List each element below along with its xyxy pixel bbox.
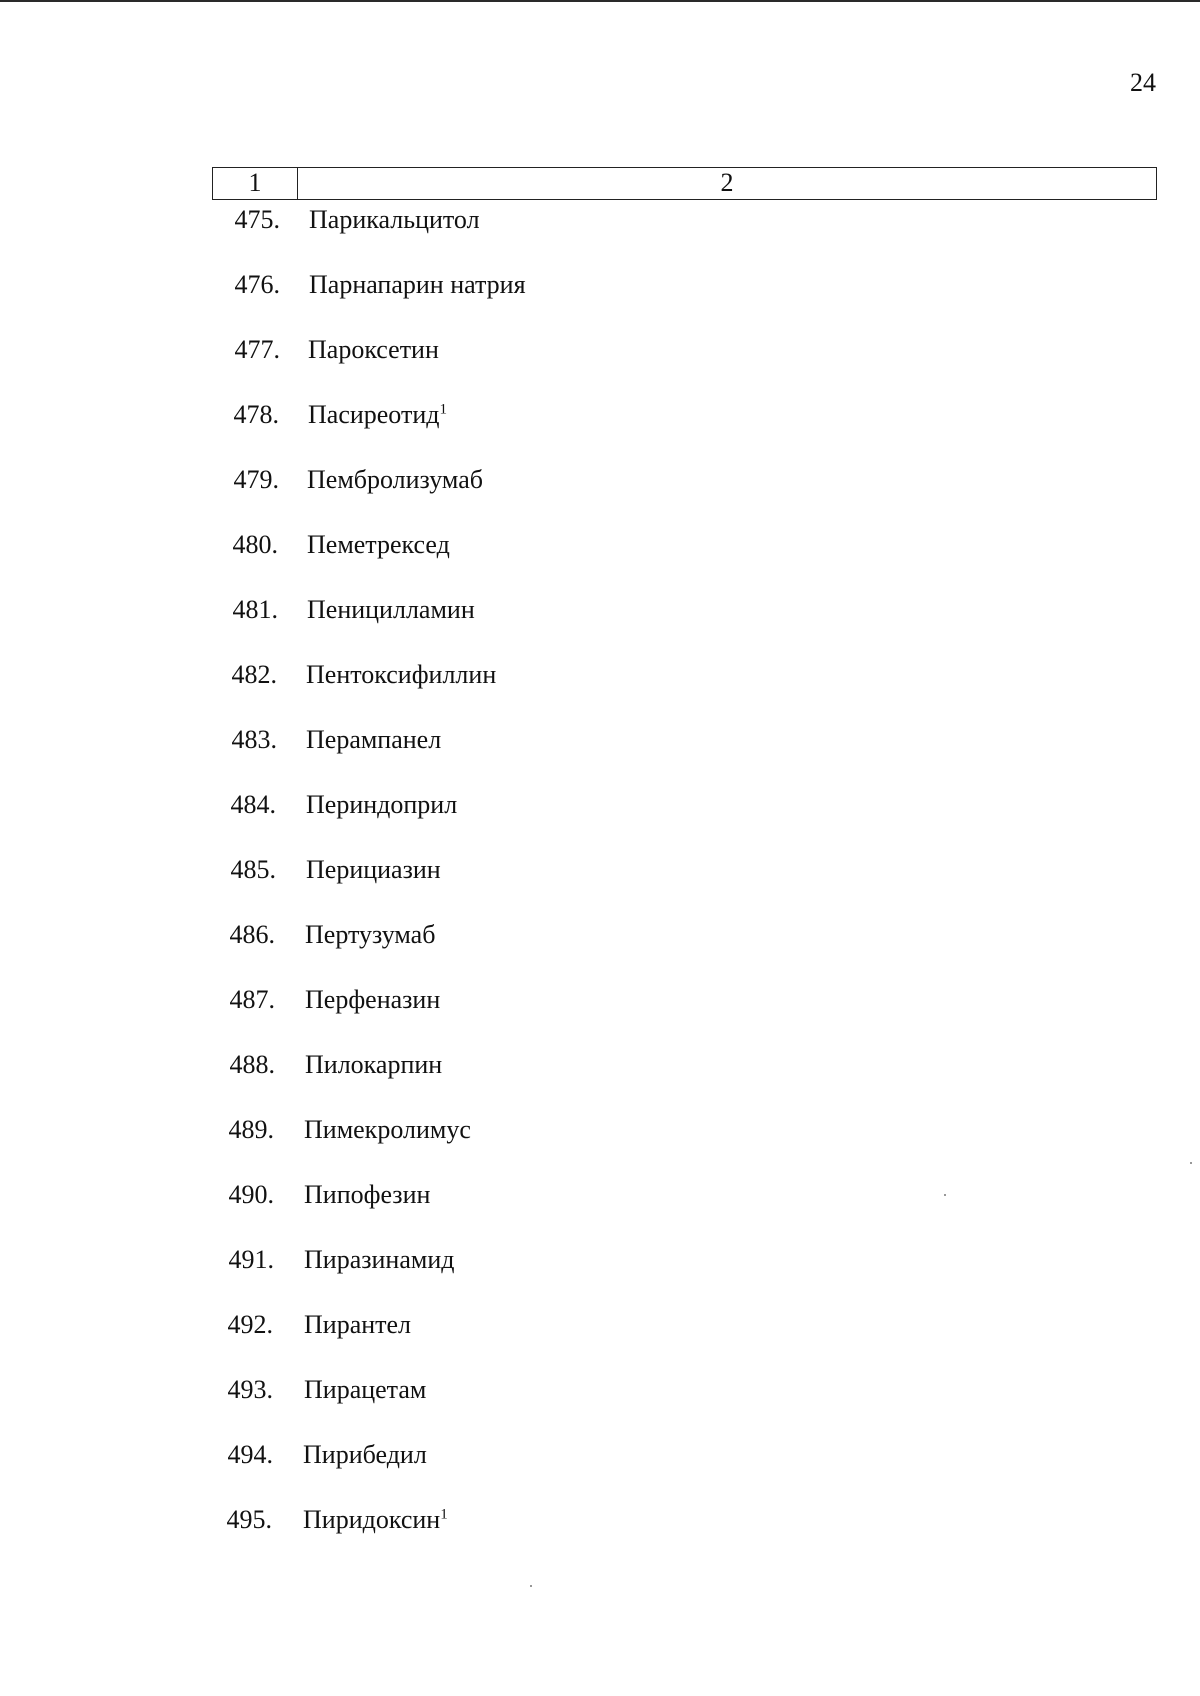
- list-item: [0, 1370, 1200, 1410]
- list-item: [0, 1305, 1200, 1345]
- item-number: 481.: [232, 595, 278, 624]
- item-number: 487.: [229, 985, 275, 1014]
- item-number: 477.: [234, 335, 280, 364]
- item-number: 493.: [227, 1375, 273, 1404]
- list-item: [0, 200, 1200, 240]
- list-item: [0, 1240, 1200, 1280]
- item-name: [306, 720, 441, 760]
- item-number: 491.: [228, 1245, 274, 1274]
- page-top-rule: [0, 0, 1200, 2]
- item-number: 484.: [230, 790, 276, 819]
- item-name-text: Перициазин: [306, 855, 441, 884]
- item-number: 479.: [233, 465, 279, 494]
- item-number: 494.: [227, 1440, 273, 1469]
- item-name: [306, 785, 457, 825]
- item-name-text: Пиридоксин: [303, 1505, 441, 1534]
- item-name-text: Пилокарпин: [305, 1050, 443, 1079]
- item-name: [307, 590, 475, 630]
- item-name: [304, 1305, 411, 1345]
- list-item: [0, 525, 1200, 565]
- item-name: [307, 460, 483, 500]
- item-name-text: Пасиреотид: [308, 400, 440, 429]
- table-header-col-1: 1: [213, 168, 298, 199]
- item-name-text: Пирацетам: [304, 1375, 427, 1404]
- footnote-mark: 1: [439, 401, 447, 418]
- item-number: 486.: [229, 920, 275, 949]
- item-name-text: Пембролизумаб: [307, 465, 483, 494]
- list-item: [0, 1175, 1200, 1215]
- item-name-text: Парикальцитол: [309, 205, 480, 234]
- list-item: [0, 1435, 1200, 1475]
- list-item: [0, 460, 1200, 500]
- item-name: [304, 1240, 454, 1280]
- item-number: 482.: [231, 660, 277, 689]
- item-number: 480.: [232, 530, 278, 559]
- item-number: 485.: [230, 855, 276, 884]
- item-name: [309, 200, 480, 240]
- item-name: [309, 265, 526, 305]
- item-name: [305, 980, 440, 1020]
- list-item: [0, 980, 1200, 1020]
- item-name-text: Пипофезин: [304, 1180, 431, 1209]
- item-name-text: Пеметрексед: [307, 530, 450, 559]
- list-item: [0, 1500, 1200, 1540]
- item-number: 488.: [229, 1050, 275, 1079]
- list-item: [0, 785, 1200, 825]
- scan-speck: [944, 1194, 946, 1196]
- item-name-text: Пароксетин: [308, 335, 439, 364]
- list-item: [0, 1045, 1200, 1085]
- item-name: [306, 850, 441, 890]
- item-name-text: Пирантел: [304, 1310, 412, 1339]
- item-name-text: Пеницилламин: [307, 595, 475, 624]
- item-name-text: Парнапарин натрия: [309, 270, 526, 299]
- footnote-mark: 1: [440, 1506, 448, 1523]
- item-name: [308, 395, 447, 435]
- item-name: [303, 1435, 427, 1475]
- list-item: [0, 720, 1200, 760]
- item-number: 476.: [234, 270, 280, 299]
- item-number: 495.: [226, 1505, 272, 1534]
- scan-speck: [530, 1585, 532, 1587]
- item-name-text: Пиразинамид: [304, 1245, 455, 1274]
- page-number: 24: [1130, 68, 1156, 97]
- item-number: 490.: [228, 1180, 274, 1209]
- list-item: [0, 850, 1200, 890]
- item-name-text: Пимекролимус: [304, 1115, 471, 1144]
- list-item: [0, 265, 1200, 305]
- item-number: 483.: [231, 725, 277, 754]
- scan-speck: [1190, 1162, 1192, 1164]
- item-number: 492.: [227, 1310, 273, 1339]
- list-item: [0, 330, 1200, 370]
- list-item: [0, 590, 1200, 630]
- item-name: [307, 525, 450, 565]
- item-name-text: Пертузумаб: [305, 920, 436, 949]
- item-name: [306, 655, 496, 695]
- list-item: [0, 915, 1200, 955]
- table-header-row: [212, 167, 1157, 200]
- item-name: [304, 1370, 426, 1410]
- item-name: [308, 330, 439, 370]
- item-name-text: Пентоксифиллин: [306, 660, 497, 689]
- item-number: 475.: [234, 205, 280, 234]
- item-name: [304, 1175, 430, 1215]
- table-header-col-2: 2: [720, 168, 734, 197]
- item-name-text: Пирибедил: [303, 1440, 427, 1469]
- item-name-text: Периндоприл: [306, 790, 458, 819]
- item-name: [304, 1110, 471, 1150]
- item-name: [305, 1045, 442, 1085]
- list-item: [0, 655, 1200, 695]
- item-number: 489.: [228, 1115, 274, 1144]
- item-name: [303, 1500, 448, 1540]
- item-name-text: Перампанел: [306, 725, 442, 754]
- list-item: [0, 1110, 1200, 1150]
- item-number: 478.: [233, 400, 279, 429]
- list-item: [0, 395, 1200, 435]
- item-name-text: Перфеназин: [305, 985, 441, 1014]
- item-name: [305, 915, 435, 955]
